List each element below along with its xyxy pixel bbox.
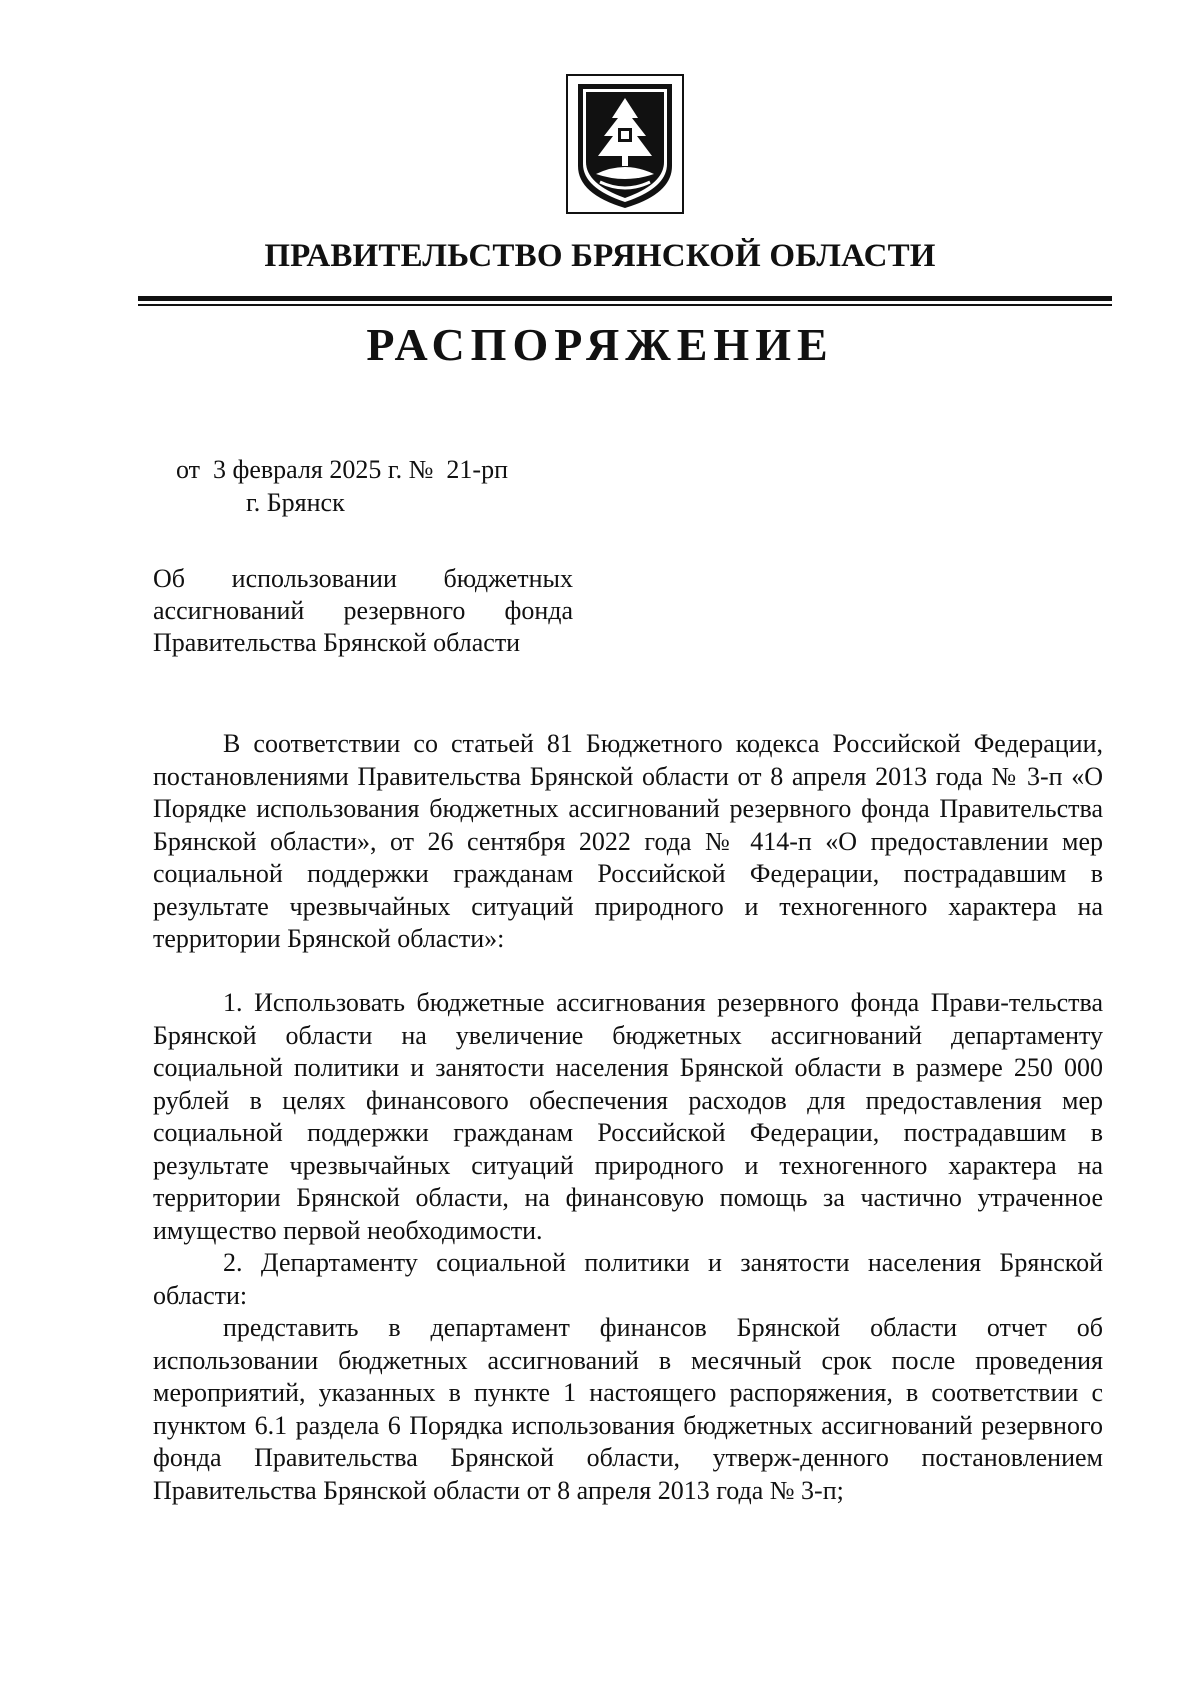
subject-line-2: ассигнований резервного фонда: [153, 596, 573, 625]
government-title: ПРАВИТЕЛЬСТВО БРЯНСКОЙ ОБЛАСТИ: [264, 238, 936, 274]
coat-of-arms-icon: [566, 74, 684, 214]
date-number-line: от 3 февраля 2025 г. № 21-рп: [176, 455, 508, 484]
subject-line-1: Об использовании бюджетных: [153, 564, 573, 593]
city-line: г. Брянск: [246, 488, 345, 517]
document-type: РАСПОРЯЖЕНИЕ: [366, 319, 834, 370]
document-subject: [153, 563, 573, 659]
item-2-sub-paragraph: представить в департамент финансов Брянской области отчет об использовании бюджетных ассигнований в месячный срок после проведения мероприятий, указанных в пункте 1 настоящего распоряжения, в соответствии с пунктом 6.1 раздела 6 Порядка использования бюджетных ассигнований резервного фонда Правительства Брянской области, утверж-денного постановлением Правительства Брянской области от 8 апреля 2013 года № 3-п;: [153, 1313, 1103, 1505]
header-rule-thin: [138, 304, 1112, 306]
item-1-paragraph: 1. Использовать бюджетные ассигнования резервного фонда Прави-тельства Брянской области на увеличение бюджетных ассигнований департаменту социальной политики и занятости населения Брянской области в размере 250 000 рублей в целях финансового обеспечения расходов для предоставления мер социальной поддержки гражданам Российской Федерации, пострадавшим в результате чрезвычайных ситуаций природного и техногенного характера на территории Брянской области, на финансовую помощь за частично утраченное имущество первой необходимости.: [153, 988, 1103, 1245]
item-2-paragraph: 2. Департаменту социальной политики и занятости населения Брянской области:: [153, 1248, 1103, 1310]
header-rule-thick: [138, 296, 1112, 301]
subject-line-3: Правительства Брянской области: [153, 628, 521, 657]
preamble-paragraph: В соответствии со статьей 81 Бюджетного кодекса Российской Федерации, постановлениями Правительства Брянской области от 8 апреля 2013 года № 3-п «О Порядке использования бюджетных ассигнований резервного фонда Правительства Брянской области», от 26 сентября 2022 года № 414-п «О предоставлении мер социальной поддержки гражданам Российской Федерации, пострадавшим в результате чрезвычайных ситуаций природного и техногенного характера на территории Брянской области»:: [153, 729, 1103, 953]
